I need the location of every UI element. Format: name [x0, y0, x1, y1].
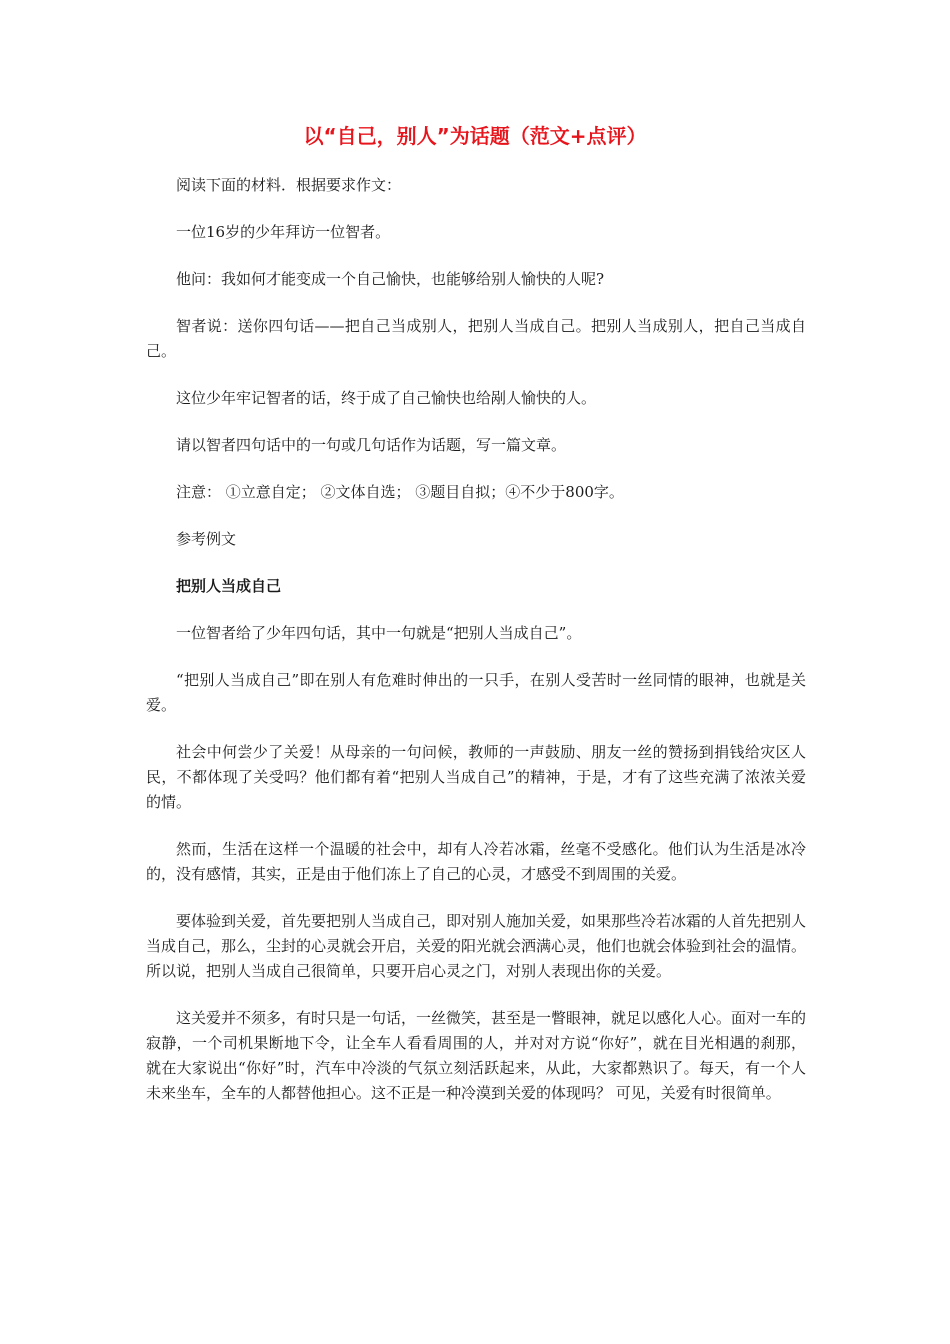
paragraph-sample-label: 参考例文 — [176, 530, 237, 548]
essay-paragraph: 要体验到关爱，首先要把别人当成自己，即对别人施加关爱，如果那些冷若冰霜的人首先把别人当成自己，那么，尘封的心灵就会开启，关爱的阳光就会洒满心灵，他们也就会体验到社会的温情。所以说，把别人当成自己很简单，只要开启心灵之门，对别人表现出你的关爱。 — [146, 912, 807, 980]
document-title: 以“自己，别人”为话题（范文+点评） — [303, 124, 647, 148]
essay-paragraph: 一位智者给了少年四句话，其中一句就是“把别人当成自己”。 — [176, 624, 582, 642]
paragraph-material-3: 智者说：送你四句话——把自己当成别人，把别人当成自己。把别人当成别人，把自己当成自己。 — [146, 317, 806, 360]
paragraph-material-1: 一位16岁的少年拜访一位智者。 — [176, 223, 391, 241]
paragraph-material-4: 这位少年牢记智者的话，终于成了自己愉快也给剐人愉快的人。 — [176, 389, 597, 407]
essay-paragraph: 这关爱并不须多，有时只是一句话，一丝微笑，甚至是一瞥眼神，就足以感化人心。面对一车的寂静，一个司机果断地下令，让全车人看看周围的人，并对对方说“你好”，就在目光相遇的刹那，就在大家说出“你好”时，汽车中冷淡的气氛立刻活跃起来，从此，大家都熟识了。每天，有一个人未来坐车，全车的人都替他担心。这不正是一种冷漠到关爱的体现吗？ 可见，关爱有时很简单。 — [146, 1009, 807, 1102]
essay-paragraph: 社会中何尝少了关爱！从母亲的一句问候，教师的一声鼓励、朋友一丝的赞扬到捐钱给灾区人民，不都体现了关受吗？他们都有着“把别人当成自己”的精神，于是，才有了这些充满了浓浓关爱的情。 — [146, 743, 806, 811]
paragraph-material-2: 他问：我如何才能变成一个自己愉快，也能够给别人愉快的人呢? — [176, 270, 605, 288]
essay-paragraph: “把别人当成自己”即在别人有危难时伸出的一只手，在别人受苦时一丝同情的眼神，也就是关爱。 — [146, 671, 806, 714]
document-body — [146, 173, 806, 1128]
essay-paragraph: 然而，生活在这样一个温暖的社会中，却有人冷若冰霜，丝毫不受感化。他们认为生活是冰冷的，没有感情，其实，正是由于他们冻上了自己的心灵，才感受不到周围的关爱。 — [146, 840, 806, 883]
paragraph-instruction: 阅读下面的材料．根据要求作文： — [176, 176, 402, 194]
essay-title: 把别人当成自己 — [176, 577, 282, 595]
paragraph-notes: 注意： ①立意自定； ②文体自选； ③题目自拟；④不少于800字。 — [176, 483, 624, 501]
paragraph-task: 请以智者四句话中的一句或几句话作为话题，写一篇文章。 — [176, 436, 567, 454]
